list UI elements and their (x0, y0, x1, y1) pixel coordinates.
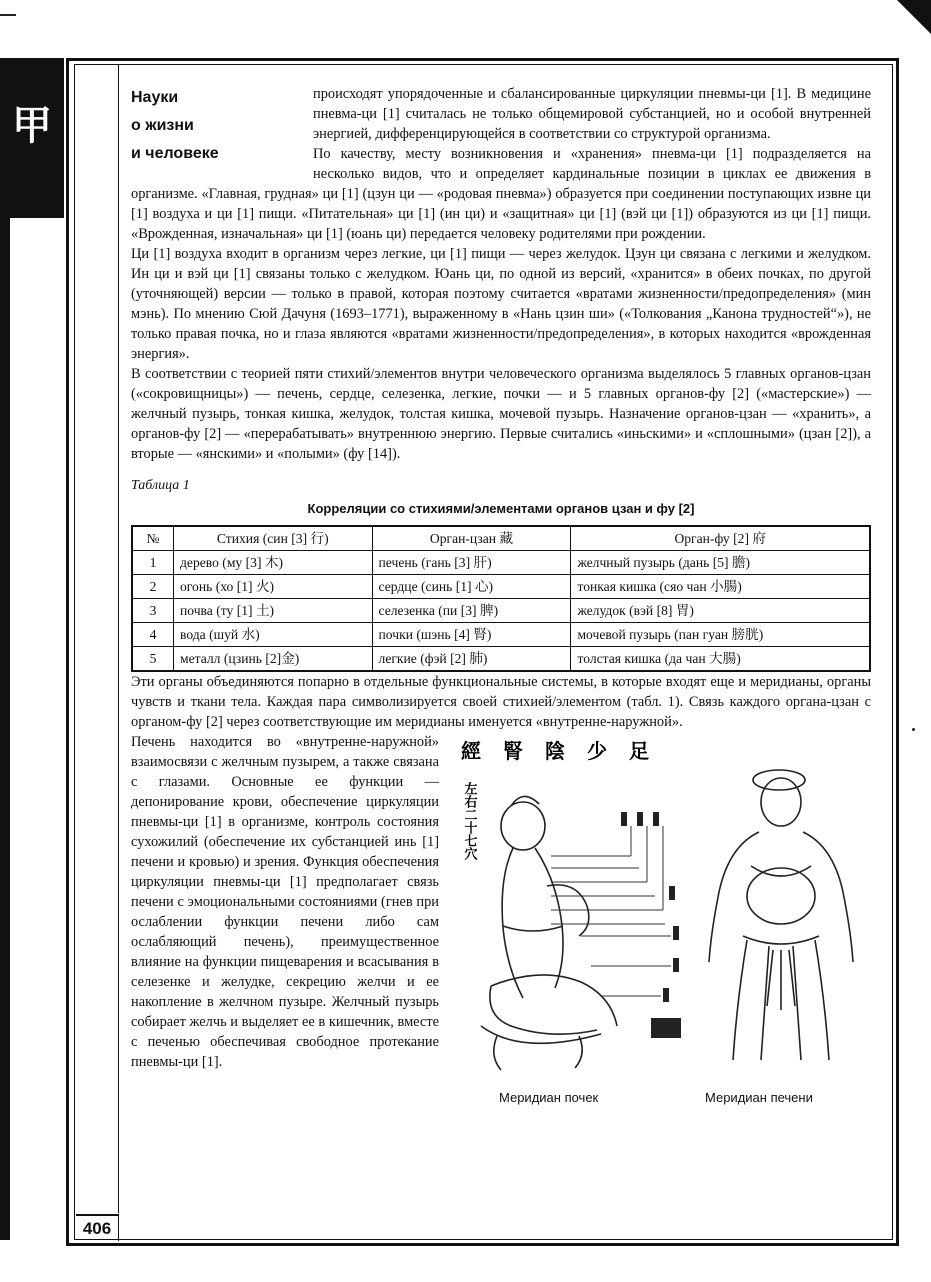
paragraph: Печень находится во «внутренне-наружной» взаимосвязи с желчным пузырем, а также связана с глазами. Основные ее функции — депонирование крови, обеспечение циркуляции пневмы-ци [1] в организме, контроль состояния сухожилий (обеспечение их субстанцией инь [1] печени и кровью) и зрения. Функция обеспечения циркуляции пневмы-ци [1] предполагает связь печени с эмоциональными состояниями (гнев при ослаблении функции печени либо сам ослабляющий печень), преимущественное влияние на функции пищеварения и всасывания в селезенке и желудке, секрецию желчи и ее накопление в желчном пузыре. Желчный пузырь собирает желчь и выделяет ее в кишечник, вместе с печенью обеспечивая свободное протекание пневмы-ци [1]. (131, 734, 439, 1070)
paragraph: По качеству, месту возникновения и «хранения» пневма-ци [1] подразделяется на несколько видов, что и определяет кардинальные позиции в циклах ее движения в организме. «Главная, грудная» ци [1] (цзун ци — «родовая пневма») образуется при соединении поступающих извне ци [1] воздуха и ци [1] пищи. «Питательная» ци [1] (ин ци) и «защитная» ци [1] (вэй ци [1]) образуются из ци [1] пищи. «Врожденная, изначальная» ци [1] (юань ци) передается человеку родителями при рождении. (131, 146, 871, 242)
meridian-illustration (451, 736, 871, 1128)
table-label: Таблица 1 (131, 478, 190, 493)
table-header: Стихия (син [3] 行) (174, 526, 373, 551)
page-body (131, 84, 871, 1128)
table-cell: легкие (фэй [2] 肺) (372, 647, 571, 672)
table-cell: огонь (хо [1] 火) (174, 575, 373, 599)
figure-caption-liver: Меридиан печени (705, 1090, 813, 1105)
table-row (132, 647, 870, 672)
table-header: № (132, 526, 174, 551)
table-cell: тонкая кишка (сяо чан 小腸) (571, 575, 870, 599)
table-cell: сердце (синь [1] 心) (372, 575, 571, 599)
figure-side-chars: 左右二十七穴 (461, 782, 477, 860)
left-edge-bar (0, 218, 10, 1240)
correlation-table (131, 525, 871, 672)
figure-title-chars: 經腎陰少足 (461, 739, 671, 763)
table-cell: почва (ту [1] 土) (174, 599, 373, 623)
table-header: Орган-цзан 藏 (372, 526, 571, 551)
table-cell: желчный пузырь (дань [5] 膽) (571, 551, 870, 575)
corner-mark (897, 0, 931, 34)
table-cell: металл (цзинь [2]金) (174, 647, 373, 672)
section-tab (0, 58, 64, 218)
table-header: Орган-фу [2] 府 (571, 526, 870, 551)
paragraph: происходят упорядоченные и сбалансированные циркуляции пневмы-ци [1]. В медицине пневма-ци [1] считалась не только общемировой субстанцией, но и особой внутренней энергией, дифференцирующейся в соответствии со структурой организма. (313, 86, 871, 142)
table-cell: дерево (му [3] 木) (174, 551, 373, 575)
page-number: 406 (76, 1214, 119, 1241)
table-cell: 4 (132, 623, 174, 647)
table-cell: мочевой пузырь (пан гуан 膀胱) (571, 623, 870, 647)
table-cell: толстая кишка (да чан 大腸) (571, 647, 870, 672)
scan-mark (0, 14, 16, 16)
section-tab-glyph: 甲 (12, 103, 52, 149)
table-cell: селезенка (пи [3] 脾) (372, 599, 571, 623)
standing-figure (709, 770, 853, 1060)
figure-caption-kidney: Меридиан почек (499, 1090, 599, 1105)
table-cell: 5 (132, 647, 174, 672)
section-title (131, 84, 313, 170)
meridian-lines (551, 826, 671, 996)
table-row (132, 575, 870, 599)
paragraph: В соответствии с теорией пяти стихий/элементов внутри человеческого организма выделялось 5 главных органов-цзан («сокровищницы») — печень, сердце, селезенка, легкие, почки — и 5 главных органов-фу [2] («мастерские») — желчный пузырь, тонкая кишка, желудок, толстая кишка, мочевой пузырь. Назначение органов-цзан — «хранить», а органов-фу [2] — «перерабатывать» внутреннюю энергию. Первые считались «иньскими» и «сплошными» (цзан [2]), а вторые — «янскими» и «полыми» (фу [14]). (131, 366, 871, 462)
table-cell: 2 (132, 575, 174, 599)
seated-figure (481, 796, 617, 1070)
section-title-line: о жизни (131, 117, 194, 134)
table-cell: желудок (вэй [8] 胃) (571, 599, 870, 623)
margin-rule (118, 65, 119, 1213)
paragraph: Эти органы объединяются попарно в отдельные функциональные системы, в которые входят еще и меридианы, органы чувств и ткани тела. Каждая пара символизируется своей стихией/элементом (табл. 1). Связь каждого органа-цзан с органом-фу [2] через соответствующие им меридианы именуется «внутренне-наружной». (131, 674, 871, 730)
table-cell: 1 (132, 551, 174, 575)
meridian-figures (451, 736, 871, 1076)
side-chars-column (462, 781, 478, 861)
table-header-row (132, 526, 870, 551)
section-title-line: Науки (131, 89, 179, 106)
meridian-point-labels (621, 812, 681, 1038)
paragraph: Ци [1] воздуха входит в организм через легкие, ци [1] пищи — через желудок. Цзун ци связана с легкими и желудком. Ин ци и вэй ци [1] связаны только с желудком. Юань ци, по одной из версий, «хранится» в обеих почках, по другой (уточняющей) версии — только в правой, которая поэтому считается «вратами жизненности/предопределения» (мин мэнь). По мнению Сюй Дачуня (1693–1771), выраженному в «Нань цзин ши» («Толкования „Канона трудностей“»), не только правая почка, но и глаза являются «вратами жизненности/предопределения», в которых находится «врожденная энергия». (131, 246, 871, 362)
table-cell: печень (гань [3] 肝) (372, 551, 571, 575)
table-cell: почки (шэнь [4] 腎) (372, 623, 571, 647)
table-cell: 3 (132, 599, 174, 623)
table-cell: вода (шуй 水) (174, 623, 373, 647)
table-title: Корреляции со стихиями/элементами органов цзан и фу [2] (307, 501, 695, 516)
table-row (132, 599, 870, 623)
table-row (132, 551, 870, 575)
table-row (132, 623, 870, 647)
section-title-line: и человеке (131, 145, 219, 162)
scan-dot (912, 728, 915, 731)
